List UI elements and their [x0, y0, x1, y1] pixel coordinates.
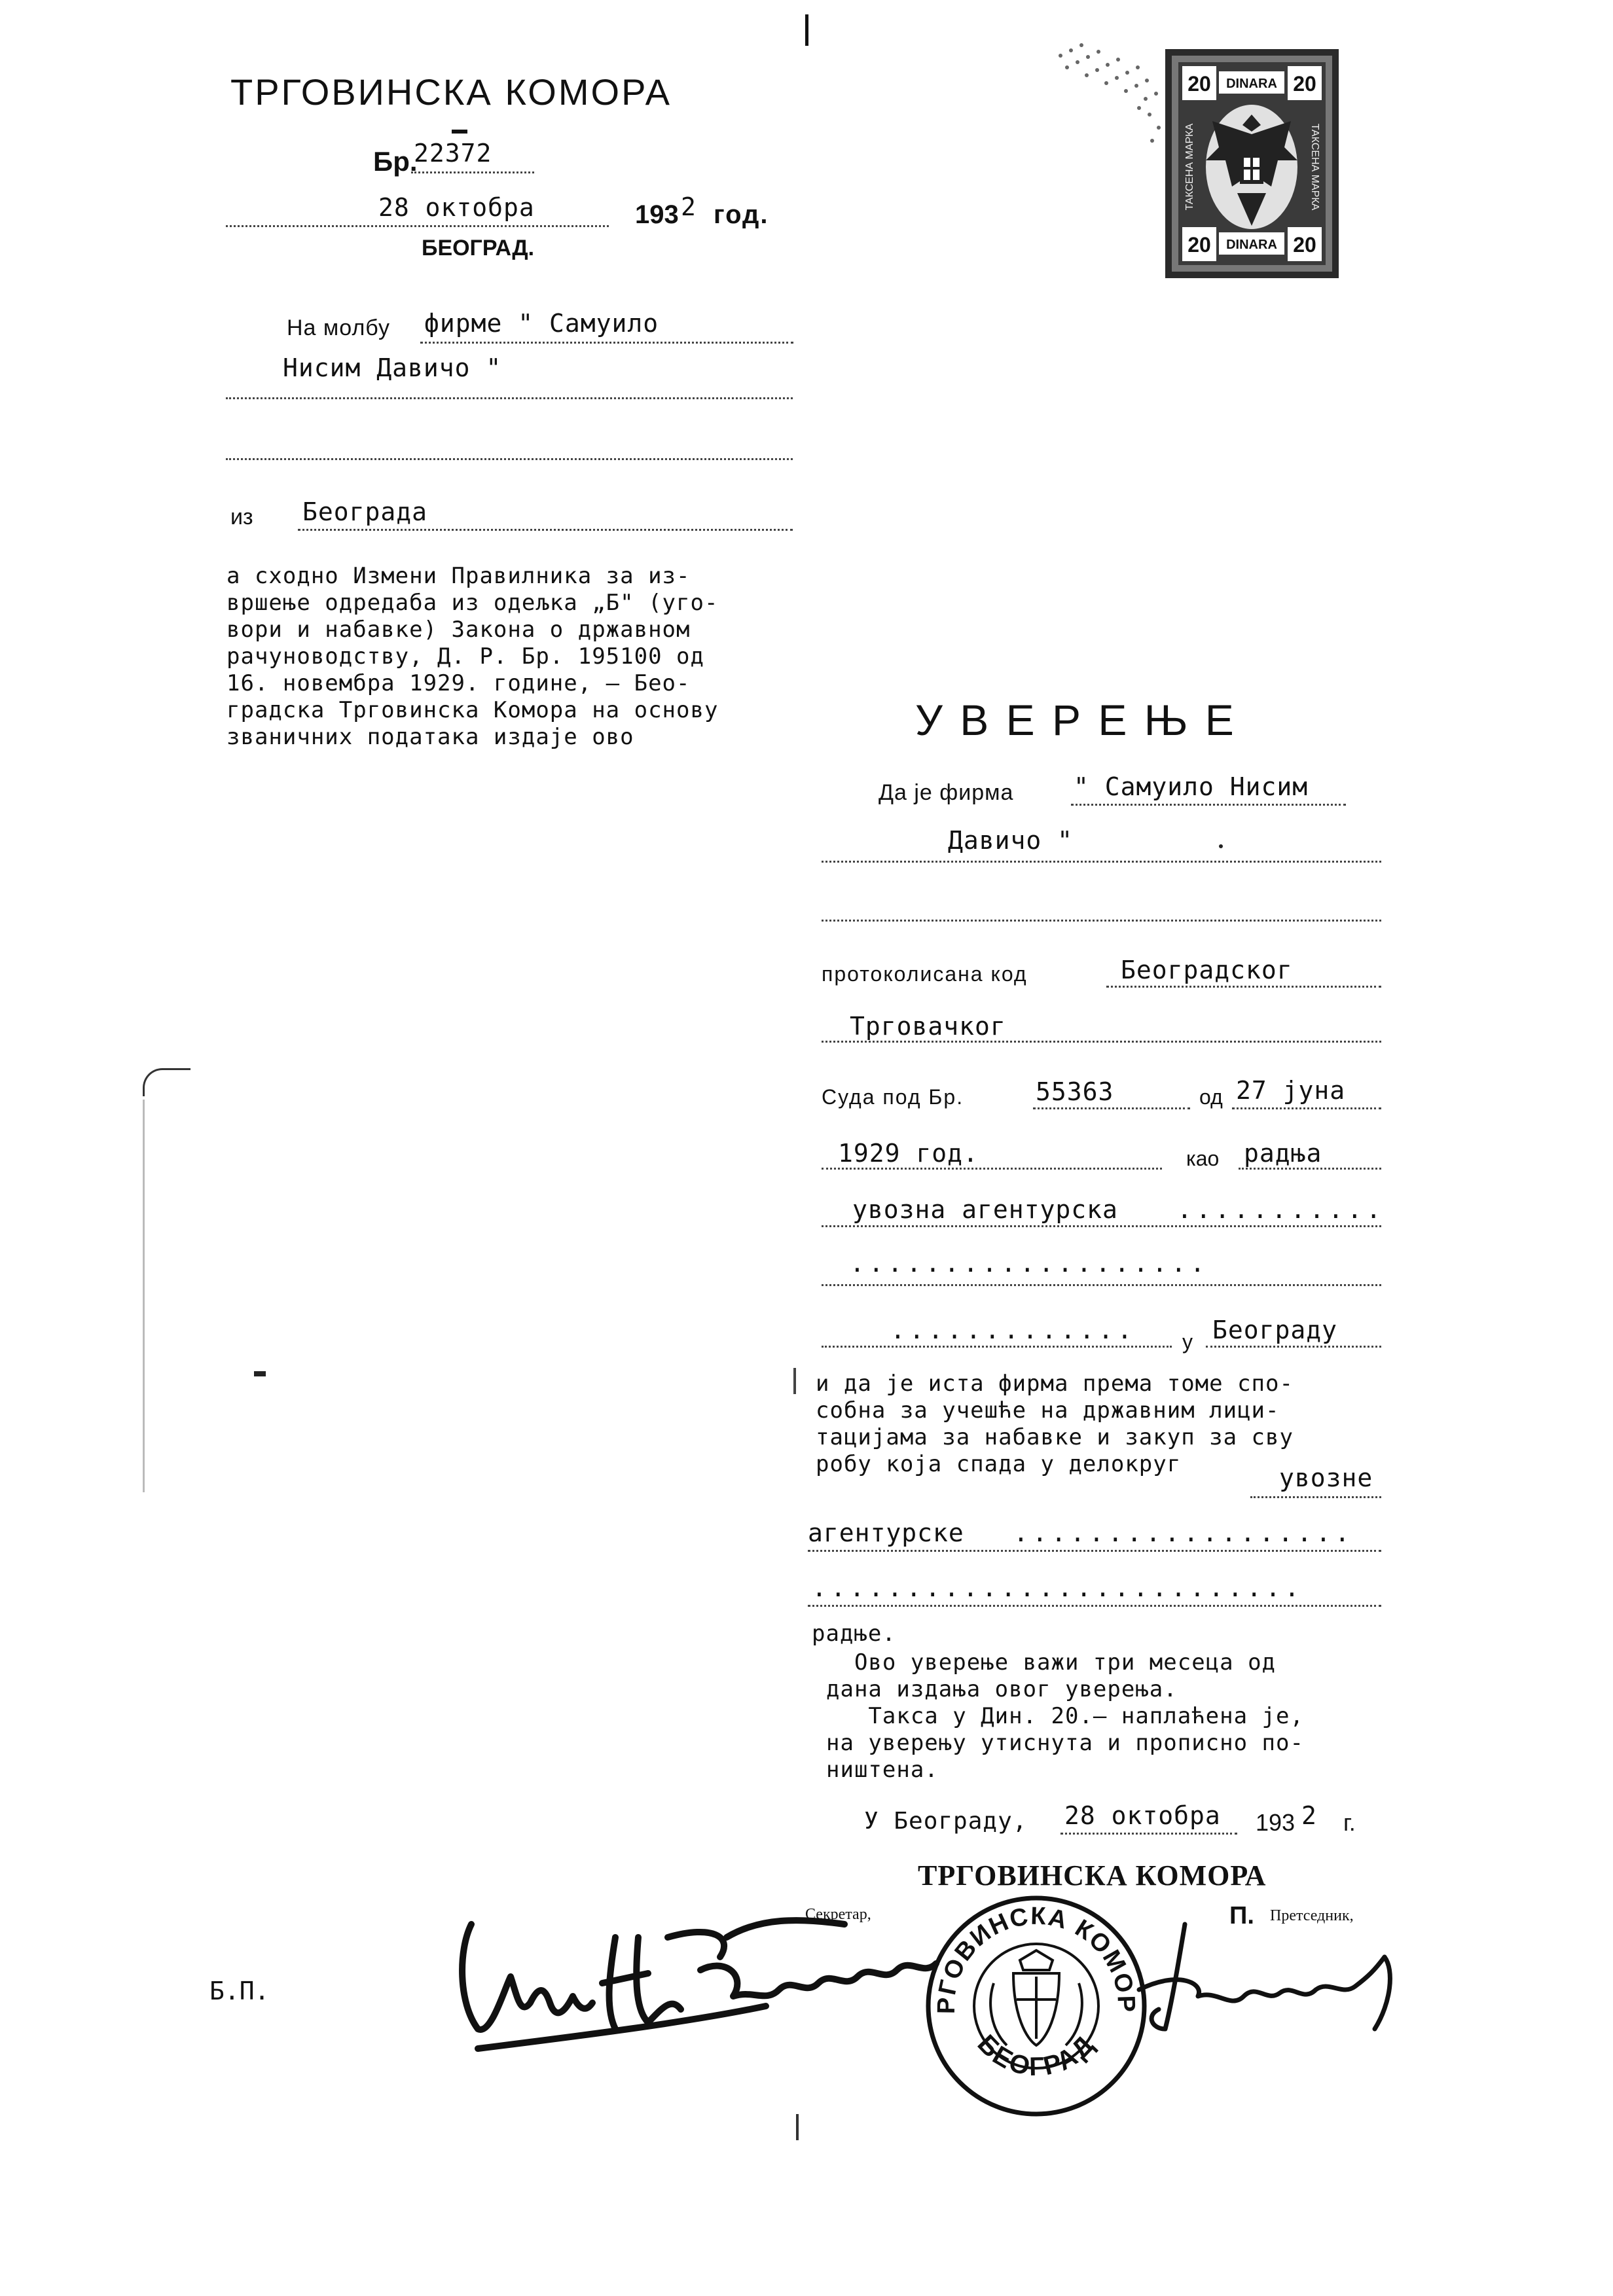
request-label: На молбу: [287, 315, 391, 340]
decree-line: градска Трговинска Комора на основу: [227, 697, 719, 723]
stamp-side-left: ТАКСЕНА МАРКА: [1184, 123, 1195, 211]
scope-dots-row2: ..........................: [812, 1573, 1303, 1602]
decree-paragraph: [227, 563, 718, 751]
type-dotline2: [822, 1284, 1381, 1286]
reg-year-dotline: [822, 1168, 1162, 1170]
issue-year-prefix: 193: [1256, 1809, 1296, 1836]
scope-value2: агентурске: [808, 1518, 964, 1547]
year-suffix: 2: [681, 192, 697, 221]
request-line1: фирме " Самуило: [424, 309, 659, 338]
decree-line: вори и набавке) Закона о државном: [227, 617, 691, 643]
binding-left-edge: [143, 1068, 190, 1096]
president-signature-graphic: [1126, 1898, 1427, 2042]
type-dotline: [822, 1225, 1381, 1227]
court-from: од: [1199, 1085, 1223, 1109]
date-dotline: [226, 225, 609, 227]
decree-line: а сходно Измени Правилника за из-: [227, 563, 691, 589]
year-word: год.: [714, 200, 769, 229]
court-date-dotline: [1232, 1107, 1381, 1109]
request-line2: Нисим Давичо ": [283, 353, 502, 382]
validity-paragraph: [826, 1649, 1304, 1784]
type-trailing-dots: ...........: [1177, 1195, 1385, 1224]
scope-dotline1: [1250, 1496, 1381, 1498]
year-prefix: 193: [635, 200, 679, 229]
decree-line: рачуноводству, Д. Р. Бр. 195100 од: [227, 643, 704, 670]
number-value: 22372: [414, 139, 492, 168]
stamp-value-tl: 20: [1187, 72, 1211, 96]
issue-place-label: У Београду,: [864, 1808, 1028, 1835]
eligibility-line: собна за учешће на државним лици-: [816, 1397, 1280, 1424]
court-label: Суда под Бр.: [822, 1085, 964, 1109]
decree-line: 16. новембра 1929. године, — Бео-: [227, 670, 691, 696]
proto-label: протоколисана код: [822, 962, 1028, 986]
scan-mark: [793, 1368, 796, 1394]
radnje-word: радње.: [812, 1621, 896, 1647]
stamp-value-bl: 20: [1187, 233, 1211, 257]
org-title: ТРГОВИНСКА КОМОРА: [230, 71, 672, 113]
validity-line: Ово уверење важи три месеца од: [826, 1649, 1277, 1676]
request-dotline2: [226, 397, 793, 399]
footer-org: ТРГОВИНСКА КОМОРА: [918, 1859, 1267, 1892]
secretary-label: Секретар,: [805, 1906, 871, 1923]
scan-mark: [254, 1371, 266, 1376]
tax-stamp: [1047, 36, 1355, 285]
in-label: у: [1182, 1330, 1193, 1354]
in-dotline: [1206, 1346, 1381, 1348]
issue-date-dotline: [1060, 1833, 1237, 1835]
proto-value1: Београдског: [1121, 956, 1293, 984]
validity-line: на уверењу утиснута и прописно по-: [826, 1730, 1304, 1756]
business-type: увозна агентурска: [852, 1195, 1118, 1224]
president-signature: [1126, 1898, 1427, 2045]
scope-value1: увозне: [1279, 1463, 1373, 1492]
decree-line: вршење одредаба из одељка „Б" (уго-: [227, 590, 719, 616]
firm-label: Да је фирма: [879, 780, 1014, 805]
title-dash: [452, 130, 467, 134]
tax-stamp-graphic: [1047, 36, 1355, 285]
issue-year-suffix: 2: [1301, 1801, 1317, 1830]
court-number: 55363: [1036, 1077, 1114, 1106]
from-dotline: [298, 529, 793, 531]
scan-mark: [805, 14, 808, 46]
stray-dot: [1219, 844, 1223, 848]
validity-line: Такса у Дин. 20.— наплаћена је,: [826, 1703, 1304, 1729]
eligibility-paragraph: [816, 1371, 1294, 1478]
scan-mark: [796, 2114, 799, 2140]
secretary-signature-graphic: [452, 1898, 949, 2068]
as-label: као: [1186, 1147, 1220, 1170]
from-label: из: [230, 505, 253, 529]
president-label: Претседник,: [1270, 1907, 1354, 1924]
as-dotline: [1239, 1168, 1381, 1170]
court-dotline: [1033, 1107, 1190, 1109]
seal-top-text: РГОВИНСКА КОМОР: [932, 1902, 1140, 2015]
court-date: 27 јуна: [1236, 1076, 1346, 1105]
issue-g: г.: [1343, 1809, 1356, 1836]
firm-dotline2: [822, 861, 1381, 863]
certificate-title: У В Е Р Е Њ Е: [915, 696, 1237, 744]
from-value: Београда: [302, 497, 428, 526]
type-dots-row2: ...................: [850, 1249, 1209, 1278]
binding-left-edge: [143, 1100, 145, 1492]
stamp-word-top: DINARA: [1226, 77, 1277, 91]
stamp-side-right: ТАКСЕНА МАРКА: [1309, 123, 1320, 211]
eligibility-line: робу која спада у делокруг: [816, 1451, 1182, 1477]
proto-value2: Трговачког: [850, 1012, 1006, 1041]
stamp-word-bottom: DINARA: [1226, 238, 1277, 252]
seal-bottom-text: БЕОГРАД: [971, 2029, 1101, 2082]
place-dots: .............: [890, 1316, 1136, 1344]
proto-dotline2: [822, 1041, 1381, 1043]
eligibility-line: тацијама за набавке и закуп за сву: [816, 1424, 1294, 1450]
eligibility-line: и да је иста фирма према томе спо-: [816, 1371, 1294, 1397]
as-value: радња: [1244, 1139, 1322, 1168]
stamp-value-tr: 20: [1293, 72, 1316, 96]
president-prefix: П.: [1229, 1902, 1254, 1929]
reg-year: 1929 год.: [838, 1139, 979, 1168]
number-dotline: [411, 171, 534, 173]
secretary-signature: [452, 1898, 949, 2072]
firm-line2: Давичо ": [948, 826, 1074, 855]
request-dotline1: [420, 342, 793, 344]
number-label: Бр.: [373, 146, 418, 177]
proto-dotline1: [1106, 986, 1381, 988]
place-dotline: [822, 1346, 1172, 1348]
bp-mark: Б.П.: [209, 1977, 270, 2005]
header-date: 28 октобра: [378, 193, 535, 222]
stamp-value-br: 20: [1293, 233, 1316, 257]
validity-line: дана издања овог уверења.: [826, 1676, 1178, 1702]
scope-dotline2: [808, 1550, 1381, 1552]
firm-line1: " Самуило Нисим: [1074, 772, 1309, 801]
chamber-seal-graphic: [915, 1885, 1157, 2127]
decree-line: званичних података издаје ово: [227, 724, 634, 750]
scope-dotline3: [808, 1605, 1381, 1607]
chamber-seal: [915, 1885, 1157, 2130]
validity-line: ништена.: [826, 1757, 939, 1783]
firm-dotline1: [1071, 804, 1346, 806]
in-value: Београду: [1212, 1316, 1338, 1344]
issue-date: 28 октобра: [1064, 1801, 1221, 1830]
header-city: БЕОГРАД.: [422, 236, 535, 260]
firm-dotline3: [822, 920, 1381, 922]
scope-dots: ..................: [1013, 1518, 1354, 1547]
request-dotline3: [226, 458, 793, 460]
